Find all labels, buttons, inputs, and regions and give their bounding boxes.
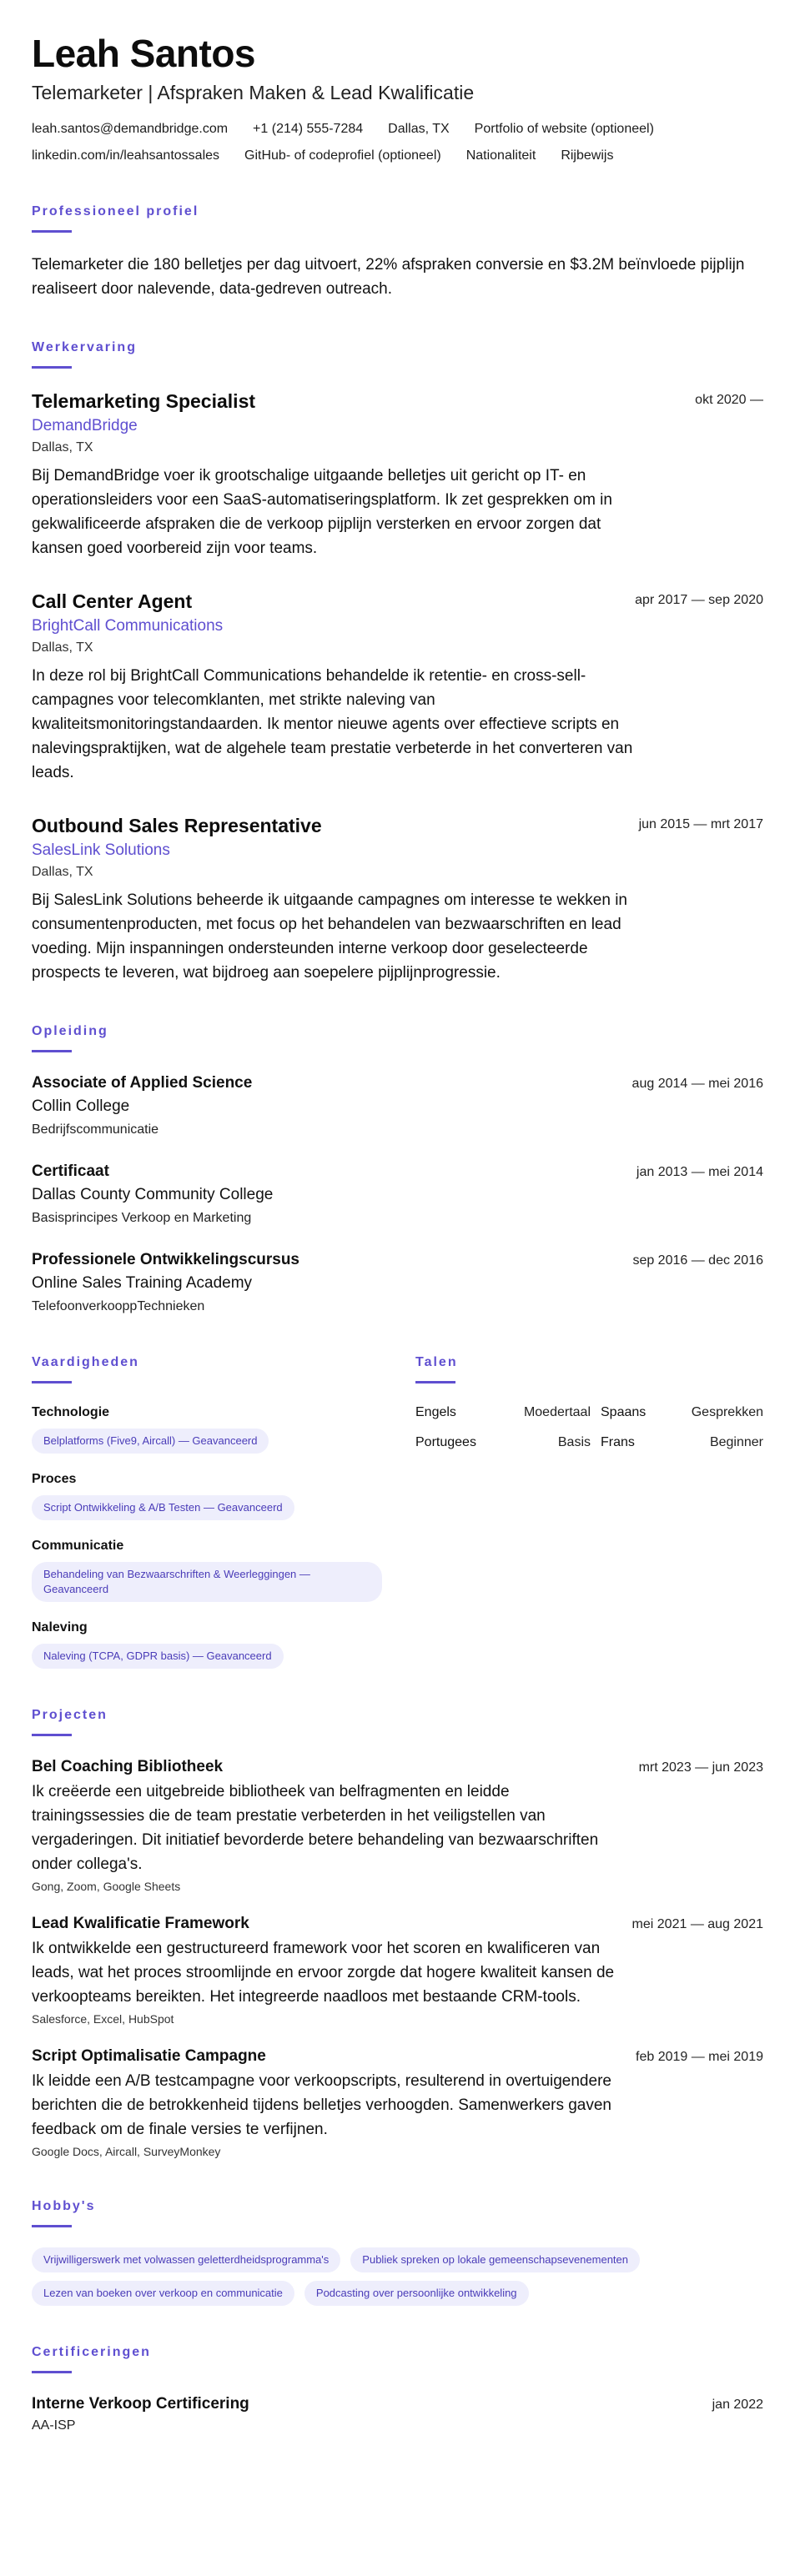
education-school: Collin College <box>32 1097 130 1115</box>
language-list <box>415 1403 763 1452</box>
languages-section <box>415 1354 763 1669</box>
hobby-pill: Publiek spreken op lokale gemeenschapsevenementen <box>350 2247 640 2272</box>
skill-pill: Belplatforms (Five9, Aircall) — Geavanceerd <box>32 1429 269 1454</box>
project-tools: Google Docs, Aircall, SurveyMonkey <box>32 2145 221 2158</box>
language-level: Beginner <box>709 1435 763 1449</box>
language-name: Frans <box>601 1435 635 1449</box>
skill-category: Naleving <box>32 1620 88 1634</box>
candidate-name: Leah Santos <box>32 32 256 75</box>
hobbies-section <box>32 2198 763 2306</box>
skill-pill: Naleving (TCPA, GDPR basis) — Geavanceerd <box>32 1644 284 1669</box>
language-name: Spaans <box>601 1405 647 1419</box>
job-date: jun 2015 — mrt 2017 <box>638 817 763 831</box>
contact-list <box>32 120 749 165</box>
contact-nationality: Nationaliteit <box>465 148 536 163</box>
section-divider <box>32 2371 72 2373</box>
education-school: Online Sales Training Academy <box>32 1274 253 1292</box>
skills-section <box>32 1354 415 1669</box>
section-title: Certificeringen <box>32 2345 151 2359</box>
contact-github[interactable]: GitHub- of codeprofiel (optioneel) <box>244 148 441 163</box>
education-entry <box>32 1072 763 1139</box>
skill-category: Proces <box>32 1472 77 1486</box>
job-entry <box>32 589 763 785</box>
hobby-list <box>32 2247 766 2306</box>
project-entry <box>32 2046 763 2160</box>
education-date: jan 2013 — mei 2014 <box>636 1165 763 1179</box>
contact-drivers-license: Rijbewijs <box>561 148 614 163</box>
job-company: DemandBridge <box>32 417 138 434</box>
section-title: Professioneel profiel <box>32 204 199 218</box>
project-tools: Salesforce, Excel, HubSpot <box>32 2012 174 2026</box>
education-entry <box>32 1249 763 1316</box>
education-field: TelefoonverkooppTechnieken <box>32 1299 205 1313</box>
job-location: Dallas, TX <box>32 440 93 454</box>
project-date: mei 2021 — aug 2021 <box>631 1917 763 1931</box>
skill-pill: Behandeling van Bezwaarschriften & Weerleggingen — Geavanceerd <box>32 1562 382 1602</box>
certification-date: jan 2022 <box>712 2398 763 2412</box>
job-title: Telemarketing Specialist <box>32 390 256 412</box>
skill-group <box>32 1470 415 1520</box>
job-date: okt 2020 — <box>695 393 763 407</box>
education-date: aug 2014 — mei 2016 <box>631 1077 763 1091</box>
section-title: Talen <box>415 1355 458 1369</box>
language-level: Moedertaal <box>523 1405 591 1419</box>
education-section <box>32 1023 763 1316</box>
job-entry <box>32 813 763 985</box>
project-title: Lead Kwalificatie Framework <box>32 1915 249 1932</box>
section-title: Opleiding <box>32 1024 108 1038</box>
project-description: Ik creëerde een uitgebreide bibliotheek van belfragmenten en leidde trainingssessies die de team prestatie verbeterden in het veiligstellen van vergaderingen. Dit initiatief bevorderde betere behandeling van bezwaarschriften onder collega's. <box>32 1783 599 1873</box>
job-company: SalesLink Solutions <box>32 841 170 859</box>
skill-group <box>32 1403 415 1454</box>
profile-summary: Telemarketer die 180 belletjes per dag uitvoert, 22% afspraken conversie en $3.2M beïnvloede pijplijn realiseert door nalevende, data-gedreven outreach. <box>32 256 745 298</box>
job-title: Call Center Agent <box>32 590 193 612</box>
job-company: BrightCall Communications <box>32 617 224 635</box>
job-description: Bij SalesLink Solutions beheerde ik uitgaande campagnes om interesse te wekken in consumentenproducten, met focus op het behandelen van bezwaarschriften en lead voeding. Mijn inspanningen ondersteunden interne verkoop door geselecteerde prospects te leveren, wat bijdroeg aan soepelere pijplijnprogressie. <box>32 891 627 982</box>
job-date: apr 2017 — sep 2020 <box>635 593 763 607</box>
section-divider <box>32 1050 72 1052</box>
hobby-pill: Lezen van boeken over verkoop en communicatie <box>32 2281 294 2306</box>
education-entry <box>32 1161 763 1228</box>
education-field: Bedrijfscommunicatie <box>32 1122 159 1137</box>
education-date: sep 2016 — dec 2016 <box>632 1253 763 1268</box>
education-degree: Certificaat <box>32 1162 109 1180</box>
experience-section <box>32 339 763 985</box>
job-location: Dallas, TX <box>32 640 93 655</box>
projects-section <box>32 1707 763 2160</box>
contact-location: Dallas, TX <box>388 122 450 136</box>
skill-category: Technologie <box>32 1405 110 1419</box>
job-title: Outbound Sales Representative <box>32 815 322 836</box>
project-title: Script Optimalisatie Campagne <box>32 2047 266 2065</box>
project-entry <box>32 1913 763 2027</box>
contact-portfolio[interactable]: Portfolio of website (optioneel) <box>474 122 654 136</box>
project-tools: Gong, Zoom, Google Sheets <box>32 1880 181 1893</box>
contact-email[interactable]: leah.santos@demandbridge.com <box>32 122 229 136</box>
section-title: Werkervaring <box>32 340 137 354</box>
section-divider <box>32 366 72 369</box>
section-divider <box>32 1734 72 1736</box>
hobby-pill: Vrijwilligerswerk met volwassen geletterdheidsprogramma's <box>32 2247 340 2272</box>
education-degree: Associate of Applied Science <box>32 1074 253 1092</box>
section-divider <box>415 1381 455 1383</box>
certification-title: Interne Verkoop Certificering <box>32 2395 249 2413</box>
section-title: Projecten <box>32 1708 108 1722</box>
language-name: Engels <box>415 1405 456 1419</box>
language-level: Gesprekken <box>691 1405 763 1419</box>
language-name: Portugees <box>415 1435 476 1449</box>
education-school: Dallas County Community College <box>32 1186 274 1203</box>
section-title: Vaardigheden <box>32 1355 139 1369</box>
job-description: In deze rol bij BrightCall Communications behandelde ik retentie- en cross-sell-campagnes voor telecomklanten, met strikte naleving van kwaliteitsmonitoringstandaarden. Ik mentor nieuwe agents over effectieve scripts en nalevingspraktijken, wat de algehele team prestatie verbeterde in het converteren van leads. <box>32 667 633 781</box>
skill-category: Communicatie <box>32 1539 124 1553</box>
project-title: Bel Coaching Bibliotheek <box>32 1758 224 1775</box>
certification-entry <box>32 2393 763 2435</box>
skill-group <box>32 1537 415 1602</box>
job-description: Bij DemandBridge voer ik grootschalige uitgaande belletjes uit gericht op IT- en operationsleiders voor een SaaS-automatiseringsplatform. Ik zet gesprekken om in gekwalificeerde afspraken die de verkoop pijplijn versterken en ervoor zorgen dat kansen goed voorbereid zijn voor teams. <box>32 467 612 557</box>
resume-header <box>32 30 763 165</box>
section-divider <box>32 230 72 233</box>
section-divider <box>32 2225 72 2227</box>
profile-section <box>32 203 763 301</box>
project-description: Ik ontwikkelde een gestructureerd framework voor het scoren en kwalificeren van leads, wat het proces stroomlijnde en ervoor zorgde dat hogere kwaliteit kansen de verkoopteams bereikten. Het integreerde naadloos met bestaande CRM-tools. <box>32 1940 615 2006</box>
section-title: Hobby's <box>32 2199 96 2213</box>
language-level: Basis <box>557 1435 591 1449</box>
section-divider <box>32 1381 72 1383</box>
skill-pill: Script Ontwikkeling & A/B Testen — Geavanceerd <box>32 1495 294 1520</box>
project-entry <box>32 1756 763 1895</box>
job-entry <box>32 389 763 560</box>
hobby-pill: Podcasting over persoonlijke ontwikkeling <box>304 2281 529 2306</box>
education-degree: Professionele Ontwikkelingscursus <box>32 1251 299 1268</box>
skill-group <box>32 1619 415 1669</box>
certifications-section <box>32 2344 763 2435</box>
skills-languages-row <box>32 1354 763 1669</box>
contact-phone[interactable]: +1 (214) 555-7284 <box>253 122 364 136</box>
job-location: Dallas, TX <box>32 865 93 879</box>
education-field: Basisprincipes Verkoop en Marketing <box>32 1211 252 1225</box>
project-date: mrt 2023 — jun 2023 <box>638 1760 763 1775</box>
certification-issuer: AA-ISP <box>32 2418 76 2433</box>
project-date: feb 2019 — mei 2019 <box>636 2050 763 2064</box>
candidate-headline: Telemarketer | Afspraken Maken & Lead Kwalificatie <box>32 82 475 103</box>
project-description: Ik leidde een A/B testcampagne voor verkoopscripts, resulterend in overtuigendere berichten die de betrokkenheid tijdens belletjes verhoogden. Samenwerkers gaven feedback om de finale versies te verfijnen. <box>32 2072 611 2138</box>
contact-linkedin[interactable]: linkedin.com/in/leahsantossales <box>32 148 220 163</box>
